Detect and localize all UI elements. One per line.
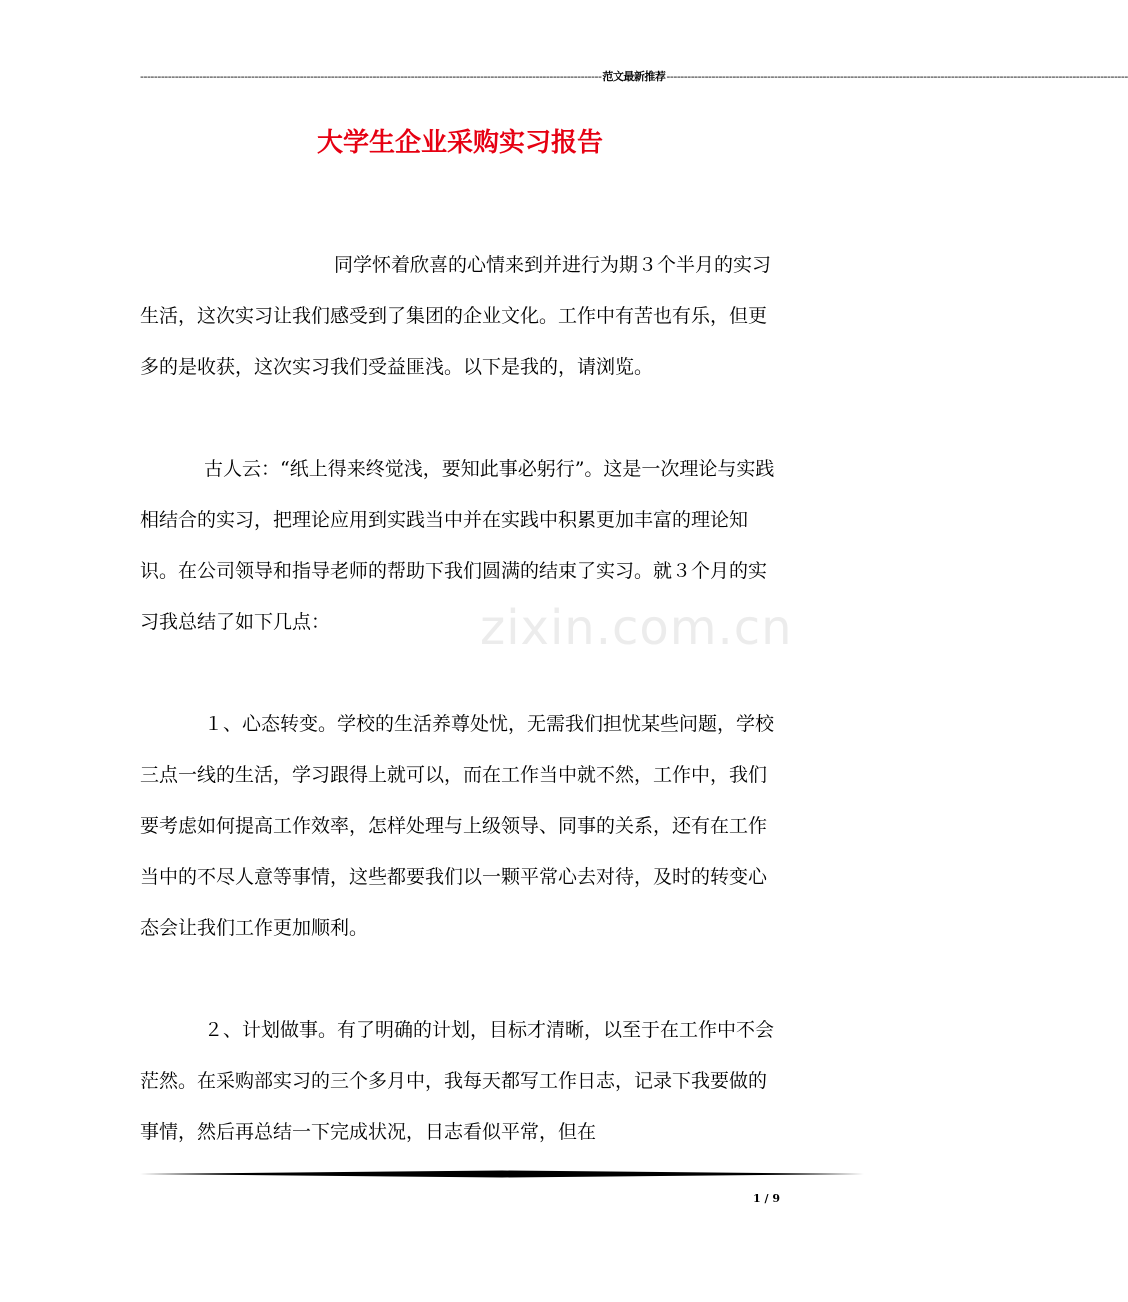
page-header: [140, 68, 1128, 84]
document-title: 大学生企业采购实习报告: [316, 128, 603, 158]
document-body: [140, 240, 785, 1209]
page-number: 1 / 9: [753, 1192, 780, 1205]
footer-rule: [140, 1170, 864, 1178]
paragraph-intro: 同学怀着欣喜的心情来到并进行为期３个半月的实习生活，这次实习让我们感受到了集团的企业文化。工作中有苦也有乐，但更多的是收获，这次实习我们受益匪浅。以下是我的，请浏览。: [140, 254, 772, 378]
header-label: 范文最新推荐: [602, 70, 666, 83]
paragraph-quote: 古人云：“纸上得来终觉浅，要知此事必躬行”。这是一次理论与实践相结合的实习，把理论应用到实践当中并在实践中积累更加丰富的理论知识。在公司领导和指导老师的帮助下我们圆满的结束了实习。就３个月的实习我总结了如下几点：: [140, 458, 775, 633]
paragraph-point-1: １、心态转变。学校的生活养尊处忧，无需我们担忧某些问题，学校三点一线的生活，学习跟得上就可以，而在工作当中就不然，工作中，我们要考虑如何提高工作效率，怎样处理与上级领导、同事的关系，还有在工作当中的不尽人意等事情，这些都要我们以一颗平常心去对待，及时的转变心态会让我们工作更加顺利。: [140, 713, 775, 939]
paragraph-point-2: ２、计划做事。有了明确的计划，目标才清晰，以至于在工作中不会茫然。在采购部实习的三个多月中，我每天都写工作日志，记录下我要做的事情，然后再总结一下完成状况，日志看似平常，但在: [140, 1019, 775, 1143]
header-dashes-right: -------------------------------------------------------------------------------------------------------------------------------------: [666, 69, 1128, 83]
header-dashes-left: -------------------------------------------------------------------------------------------------------------------------------------: [140, 69, 602, 83]
watermark: zixin.com.cn: [480, 600, 793, 656]
